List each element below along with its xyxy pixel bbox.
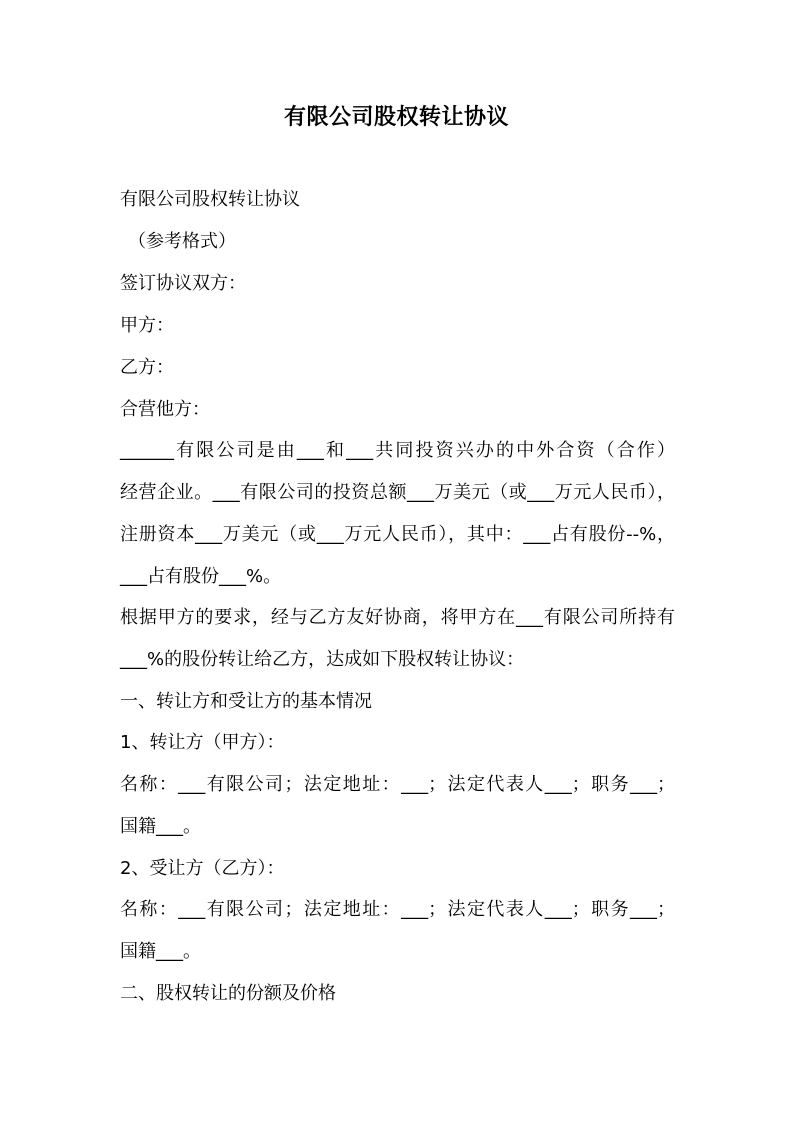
body-paragraph-line: 根据甲方的要求，经与乙方友好协商，将甲方在___有限公司所持有 bbox=[120, 607, 675, 628]
parties-heading: 签订协议双方： bbox=[120, 273, 246, 294]
party-a-label: 甲方： bbox=[120, 315, 174, 336]
clause-heading: 2、受让方（乙方）： bbox=[120, 858, 285, 879]
document-title: 有限公司股权转让协议 bbox=[283, 105, 509, 130]
subtitle-line: 有限公司股权转让协议 bbox=[120, 189, 300, 210]
clause-text: 名称：___有限公司；法定地址：___；法定代表人___；职务___； bbox=[120, 899, 675, 920]
clause-text: 国籍___。 bbox=[120, 941, 201, 962]
body-paragraph-line: 注册资本___万美元（或___万元人民币），其中：___占有股份--%， bbox=[120, 524, 675, 545]
reference-format-note: （参考格式） bbox=[128, 231, 236, 252]
party-b-label: 乙方： bbox=[120, 357, 174, 378]
body-paragraph-line: ___%的股份转让给乙方，达成如下股权转让协议： bbox=[120, 649, 525, 670]
body-paragraph-line: ______有限公司是由___和___共同投资兴办的中外合资（合作） bbox=[120, 440, 675, 461]
clause-text: 名称：___有限公司；法定地址：___；法定代表人___；职务___； bbox=[120, 774, 675, 795]
clause-heading: 1、转让方（甲方）： bbox=[120, 732, 285, 753]
section-heading: 一、转让方和受让方的基本情况 bbox=[120, 691, 372, 712]
clause-text: 国籍___。 bbox=[120, 816, 201, 837]
body-paragraph-line: 经营企业。___有限公司的投资总额___万美元（或___万元人民币）， bbox=[120, 482, 675, 503]
other-party-label: 合营他方： bbox=[120, 399, 210, 420]
section-heading: 二、股权转让的份额及价格 bbox=[120, 983, 336, 1004]
body-paragraph-line: ___占有股份___%。 bbox=[120, 566, 282, 587]
